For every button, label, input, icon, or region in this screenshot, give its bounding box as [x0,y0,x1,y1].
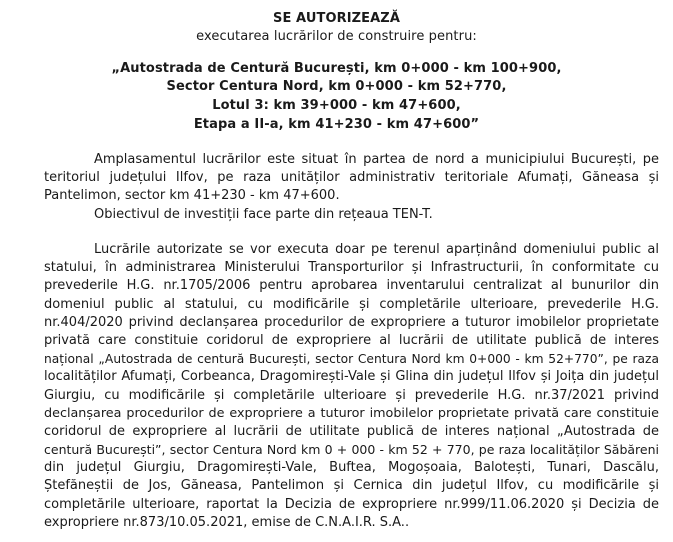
auth-line-8: localităților Afumați, Corbeanca, Dragomirești-Vale și Glina din județul Ilfov și Joița din județul [44,369,659,385]
auth-line-5: nr.404/2020 privind declanșarea procedurilor de expropriere a tuturor imobilelor proprietate [44,314,659,330]
auth-line-10: declanșarea procedurilor de expropriere a tuturor imobilelor proprietate privată care constituie [44,405,659,421]
auth-line-15: completările ulterioare, raportat la Decizia de expropriere nr.999/11.06.2020 și Decizia de [44,496,659,512]
ten-t-line: Obiectivul de investiții face parte din rețeaua TEN-T. [94,207,433,222]
location-line-2: teritoriul județului Ilfov, pe raza unităților administrativ teritoriale Afumați, Găneasa și [44,170,659,186]
auth-line-16: expropriere nr.873/10.05.2021, emise de C.N.A.I.R. S.A.. [44,514,410,530]
auth-line-1: Lucrările autorizate se vor executa doar pe terenul aparținând domeniului public al [94,242,659,257]
auth-line-2: statului, în administrarea Ministerului Transporturilor și Infrastructurii, în conformitate cu [44,260,659,276]
location-line-3: Pantelimon, sector km 41+230 - km 47+600. [44,188,340,204]
project-line-1: „Autostrada de Centură București, km 0+000 - km 100+900, [111,61,562,76]
document-title: SE AUTORIZEAZĂ [272,11,400,26]
project-line-2: Sector Centura Nord, km 0+000 - km 52+770, [166,79,507,94]
location-line-1: Amplasamentul lucrărilor este situat în partea de nord a municipiului București, pe [94,152,659,167]
project-line-4: Etapa a II-a, km 41+230 - km 47+600” [193,117,480,132]
auth-line-11: coridorul de expropriere al lucrării de utilitate publică de interes național „Autostrada de [44,423,659,439]
auth-line-3: prevederile H.G. nr.1705/2006 pentru aprobarea inventarului centralizat al bunurilor din [44,278,659,294]
location-paragraph [44,151,659,206]
ten-t-paragraph [44,206,659,224]
auth-line-7: național „Autostrada de centură București, sector Centura Nord km 0+000 - km 52+770”, pe raza [44,352,659,367]
project-line-3: Lotul 3: km 39+000 - km 47+600, [212,98,461,113]
authorization-paragraph [44,241,659,532]
auth-line-9: Giurgiu, cu modificările și completările ulterioare și prevederile H.G. nr.37/2021 privind [44,387,659,403]
auth-line-4: domeniul public al statului, cu modificările și completările ulterioare, prevederile H.G. [44,296,659,312]
auth-line-12: centură București”, sector Centura Nord km 0 + 000 - km 52 + 770, pe raza localităților Săbăreni [44,442,659,458]
document-subtitle: executarea lucrărilor de construire pentru: [196,29,477,44]
auth-line-6: privată care constituie coridorul de expropriere al lucrării de utilitate publică de interes [44,332,659,348]
auth-line-13: din județul Giurgiu, Dragomirești-Vale, Buftea, Mogoșoaia, Balotești, Tunari, Dascălu, [44,460,659,476]
auth-line-14: Ștefăneștii de Jos, Găneasa, Pantelimon și Cernica din județul Ilfov, cu modificările și [44,478,659,494]
